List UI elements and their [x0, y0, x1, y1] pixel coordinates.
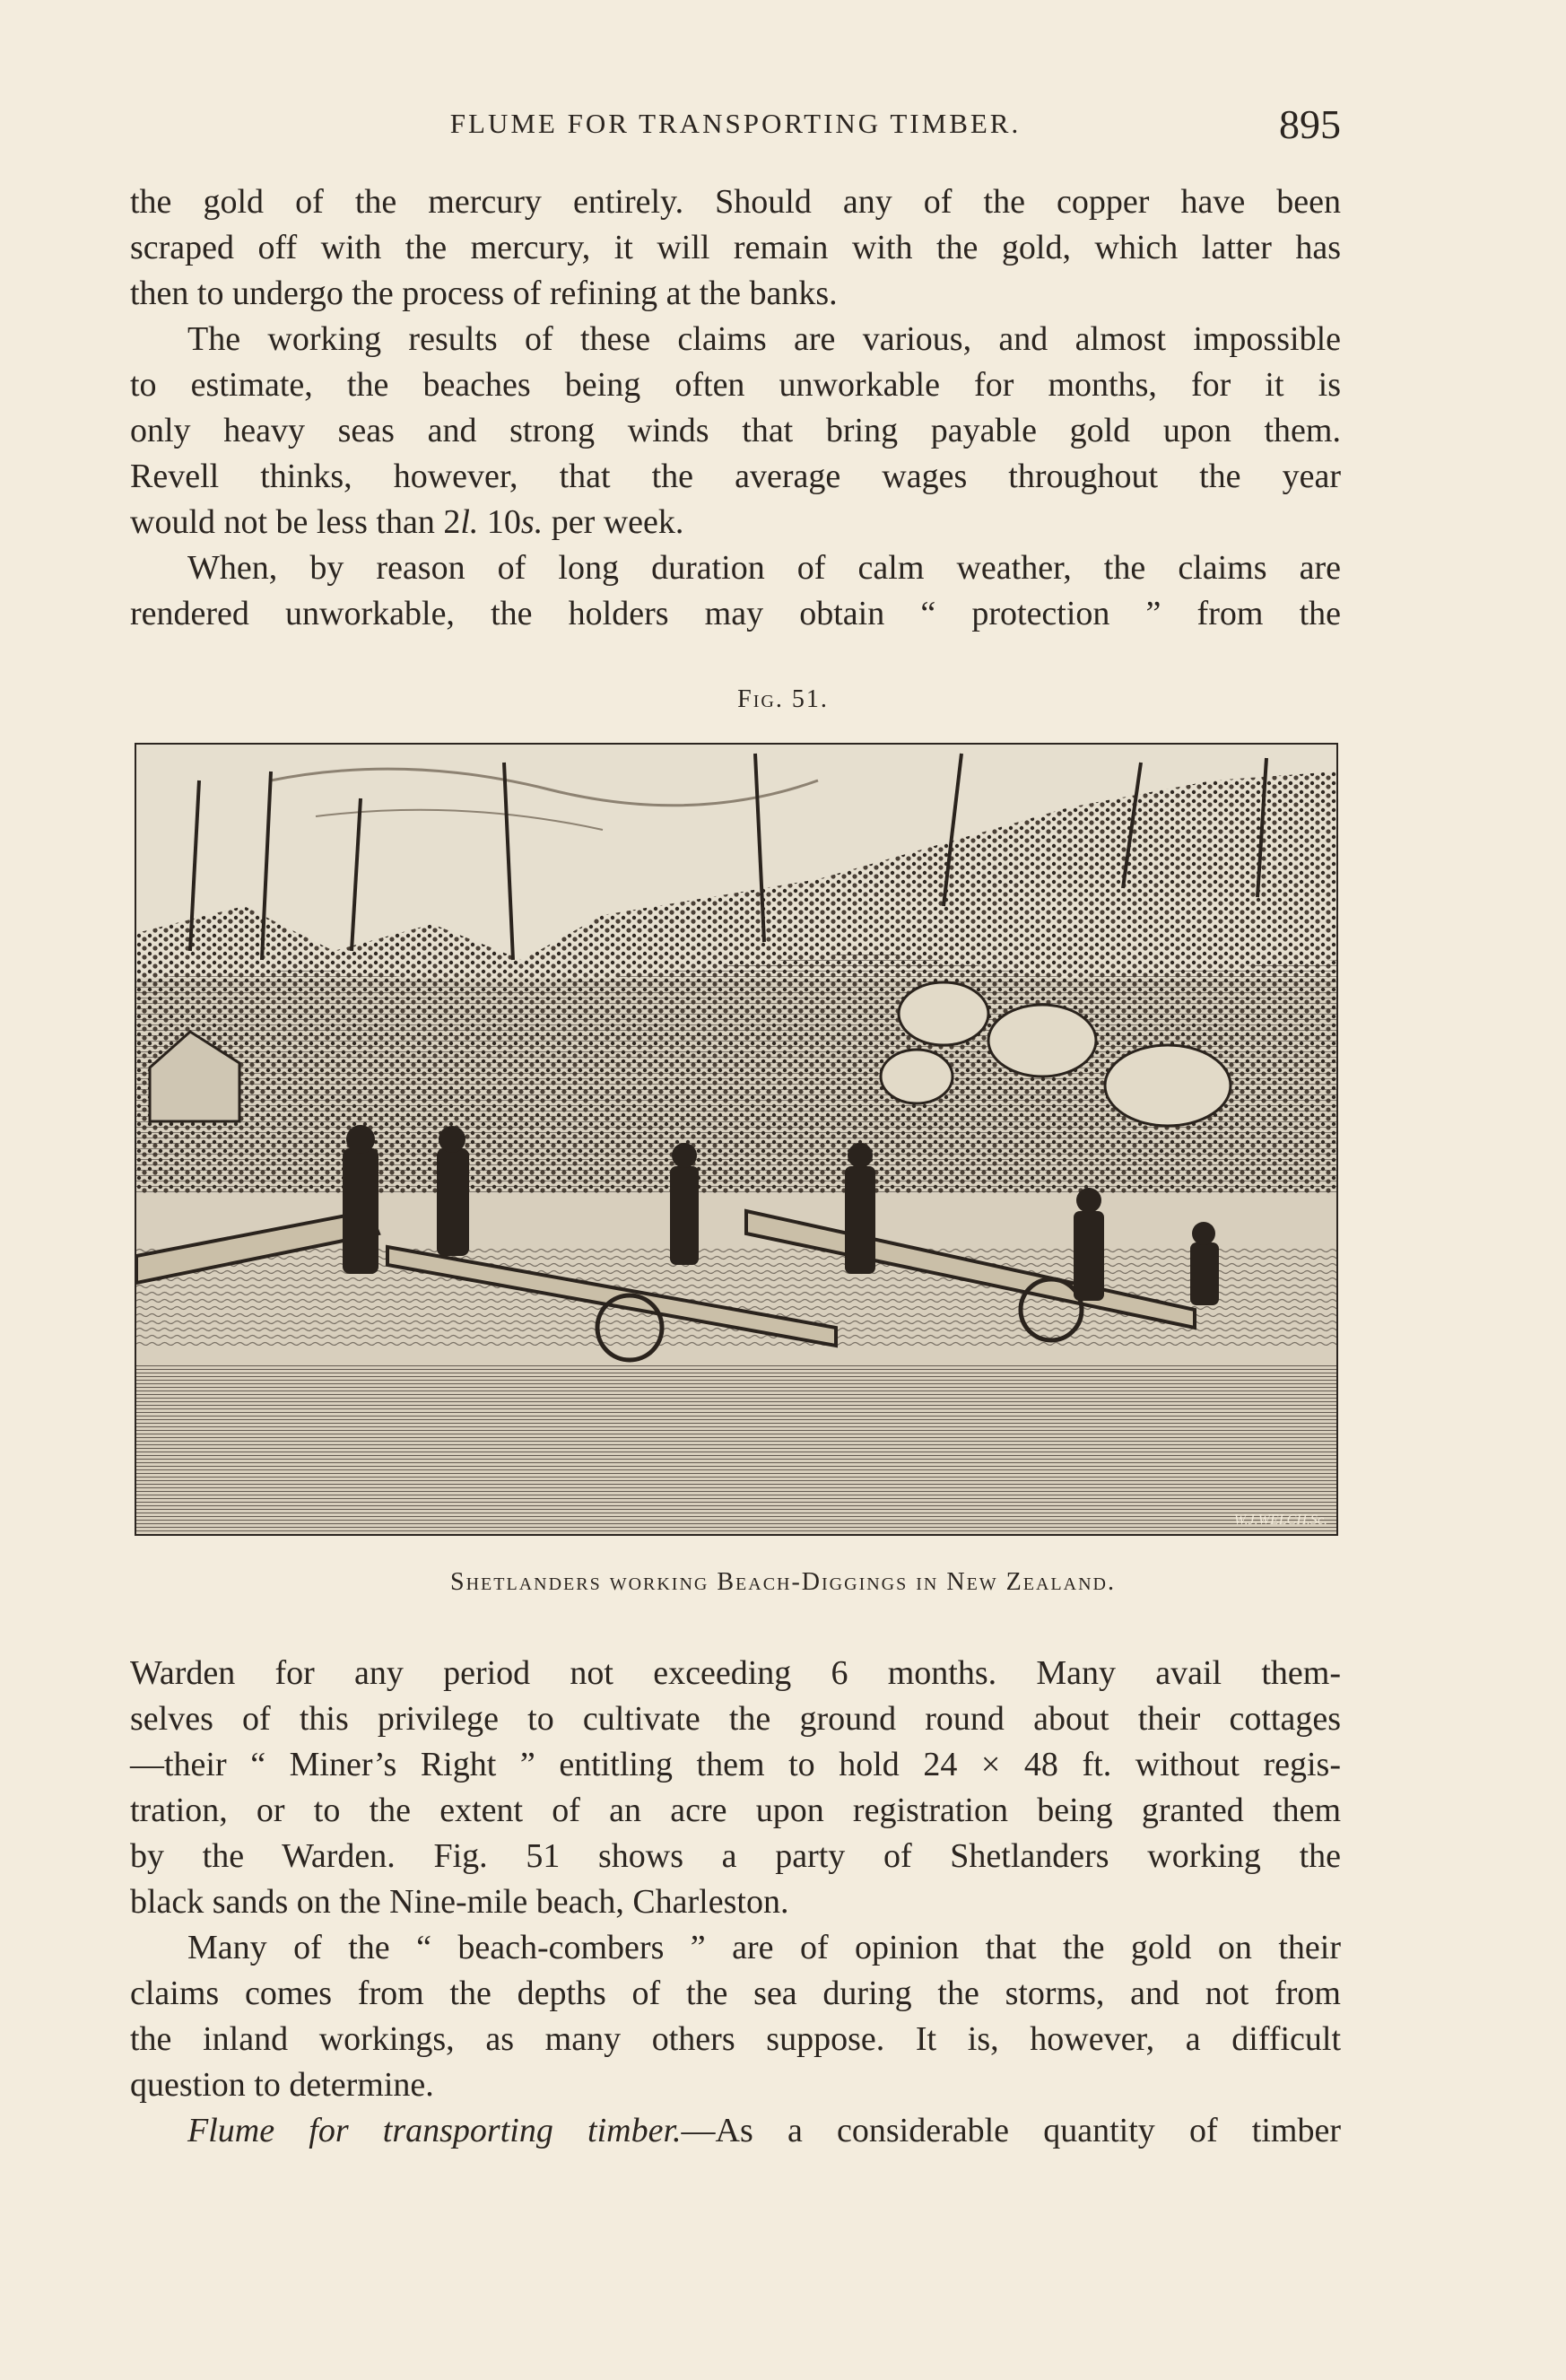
text-line: black sands on the Nine-mile beach, Charleston. [130, 1883, 789, 1921]
text-line: the inland workings, as many others suppose. It is, however, a difficult [130, 2020, 1341, 2058]
text-line: scraped off with the mercury, it will remain with the gold, which latter has [130, 229, 1341, 266]
text-line: by the Warden. Fig. 51 shows a party of Shetlanders working the [130, 1837, 1341, 1875]
running-head: FLUME FOR TRANSPORTING TIMBER. [449, 108, 1022, 139]
text-span: 10 [478, 503, 521, 541]
text-line: The working results of these claims are various, and almost impossible [187, 320, 1341, 358]
text-line [130, 500, 1341, 545]
figure-caption: Shetlanders working Beach-Diggings in New Zealand. [450, 1568, 1116, 1596]
text-line: tration, or to the extent of an acre upon registration being granted them [130, 1792, 1341, 1829]
text-line: Revell thinks, however, that the average wages throughout the year [130, 458, 1341, 495]
bottom-paragraphs [130, 1651, 1341, 2154]
figure-engraving [135, 743, 1338, 1536]
section-heading: Flume for transporting timber. [187, 2112, 682, 2149]
text-line: claims comes from the depths of the sea during the storms, and not from [130, 1975, 1341, 2012]
text-line: rendered unworkable, the holders may obtain “ protection ” from the [130, 595, 1341, 632]
text-line: When, by reason of long duration of calm weather, the claims are [187, 549, 1341, 587]
text-span: would not be less than 2 [130, 503, 461, 541]
text-span: per week. [543, 503, 684, 541]
text-line: to estimate, the beaches being often unworkable for months, for it is [130, 366, 1341, 404]
figure-number: Fig. 51. [737, 685, 829, 713]
text-span: —As a considerable quantity of timber [681, 2112, 1341, 2149]
text-line: Many of the “ beach-combers ” are of opinion that the gold on their [187, 1929, 1341, 1966]
text-line: the gold of the mercury entirely. Should any of the copper have been [130, 183, 1341, 221]
text-line: only heavy seas and strong winds that bring payable gold upon them. [130, 412, 1341, 449]
text-line: —their “ Miner’s Right ” entitling them to hold 24 × 48 ft. without regis- [130, 1746, 1341, 1783]
engraver-signature: W.J.WELCH.Sc. [1233, 1513, 1327, 1528]
pound-abbrev: l. [460, 503, 479, 541]
figure-label [0, 685, 1566, 714]
text-line: Warden for any period not exceeding 6 months. Many avail them- [130, 1654, 1341, 1692]
shilling-abbrev: s. [520, 503, 544, 541]
text-line [130, 2108, 1341, 2154]
text-line: selves of this privilege to cultivate the ground round about their cottages [130, 1700, 1341, 1738]
engraving-illustration [136, 745, 1336, 1534]
top-paragraphs [130, 179, 1341, 637]
text-line: question to determine. [130, 2066, 434, 2104]
page-number: 895 [1279, 101, 1341, 147]
page-header [130, 100, 1341, 154]
text-line: then to undergo the process of refining at the banks. [130, 275, 838, 312]
